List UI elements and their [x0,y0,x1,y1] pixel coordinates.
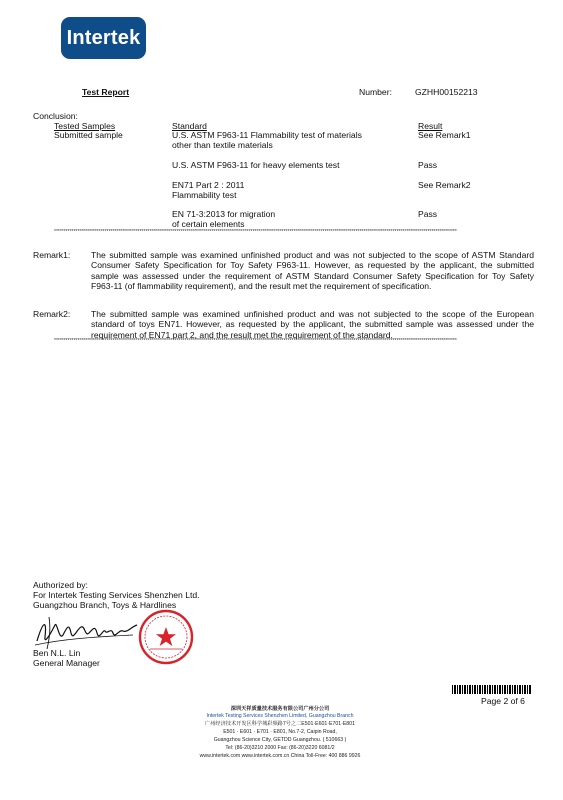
footer-en-name: Intertek Testing Services Shenzhen Limited, Guangzhou Branch [206,713,354,719]
conclusion-label: Conclusion: [33,111,78,121]
col-tested-samples: Tested Samples [54,121,116,131]
remark1-text: The submitted sample was examined unfinished product and was not subjected to the scope of ASTM Standard Consumer Safety Specification for Toy Safety F963-11. However, as requested by the applicant, the submitted sample was assessed under the requirement of ASTM Standard Consumer Safety Specification for Toy Safety F963-11 (of flammability requirement), and the result met the requirement of specification. [91,250,534,291]
signer-role: General Manager [33,658,100,668]
authorized-company: For Intertek Testing Services Shenzhen Ltd. [33,590,200,600]
intertek-logo [61,17,146,59]
standard-line: Flammability test [172,190,237,200]
authorized-by: Authorized by: [33,580,88,590]
signature-icon [33,611,141,651]
footer-web: www.intertek.com www.intertek.com.cn China Toll-Free: 400 886 9926 [199,753,361,759]
number-label: Number: [359,87,392,97]
standard-row-3 [172,180,244,200]
footer-phone: Tel: (86-20)3210 2000 Fax: (86-20)3220 6081/2 [225,745,335,751]
remark2-label: Remark2: [33,309,71,319]
standard-line: of certain elements [172,219,245,229]
report-title: Test Report [82,87,130,97]
result-row-1: See Remark1 [418,130,471,140]
company-seal-icon [138,609,194,665]
separator-line: *************************************************************************************************************************************************************************************************************** [54,229,457,235]
standard-row-4 [172,209,275,229]
standard-line: EN 71-3:2013 for migration [172,209,276,219]
standard-line: U.S. ASTM F963-11 Flammability test of materials [172,130,362,140]
remark2-text: The submitted sample was examined unfinished product and was not subjected to the scope of the European standard of toys EN71. However, as requested by the applicant, the submitted sample was assessed under the requirement of EN71 part 2, and the result met the requirement of the standard. [91,309,534,340]
standard-line: EN71 Part 2 : 2011 [172,180,245,190]
result-row-2: Pass [418,160,438,170]
separator-line: *************************************************************************************************************************************************************************************************************** [54,338,457,344]
report-number: GZHH00152213 [415,87,478,97]
footer-cn-name: 深圳天祥质量技术服务有限公司广州分公司 [230,706,330,712]
standard-line: other than textile materials [172,140,273,150]
remark1-label: Remark1: [33,250,71,260]
footer-cn-address: 广州经济技术开发区科学城彩频路7号之二E501·E601·E701·E801 [205,721,355,727]
col-result: Result [418,121,443,131]
result-row-3: See Remark2 [418,180,471,190]
standard-row-1 [172,130,362,150]
result-row-4: Pass [418,209,438,219]
standard-line: U.S. ASTM F963-11 for heavy elements test [172,160,340,170]
authorized-branch: Guangzhou Branch, Toys & Hardlines [33,600,177,610]
col-standard: Standard [172,121,207,131]
footer-address-1: E501 · E601 · E701 · E801, No.7-2, Caipin Road, [223,729,337,735]
standard-row-2 [172,160,340,170]
sample-name: Submitted sample [54,130,123,140]
barcode-icon [452,685,532,694]
signer-name: Ben N.L. Lin [33,648,81,658]
page-number: Page 2 of 6 [481,696,525,706]
logo-text: Intertek [66,26,141,49]
footer-address-2: Guangzhou Science City, GETDD Guangzhou. ( 510663 ) [213,737,347,743]
